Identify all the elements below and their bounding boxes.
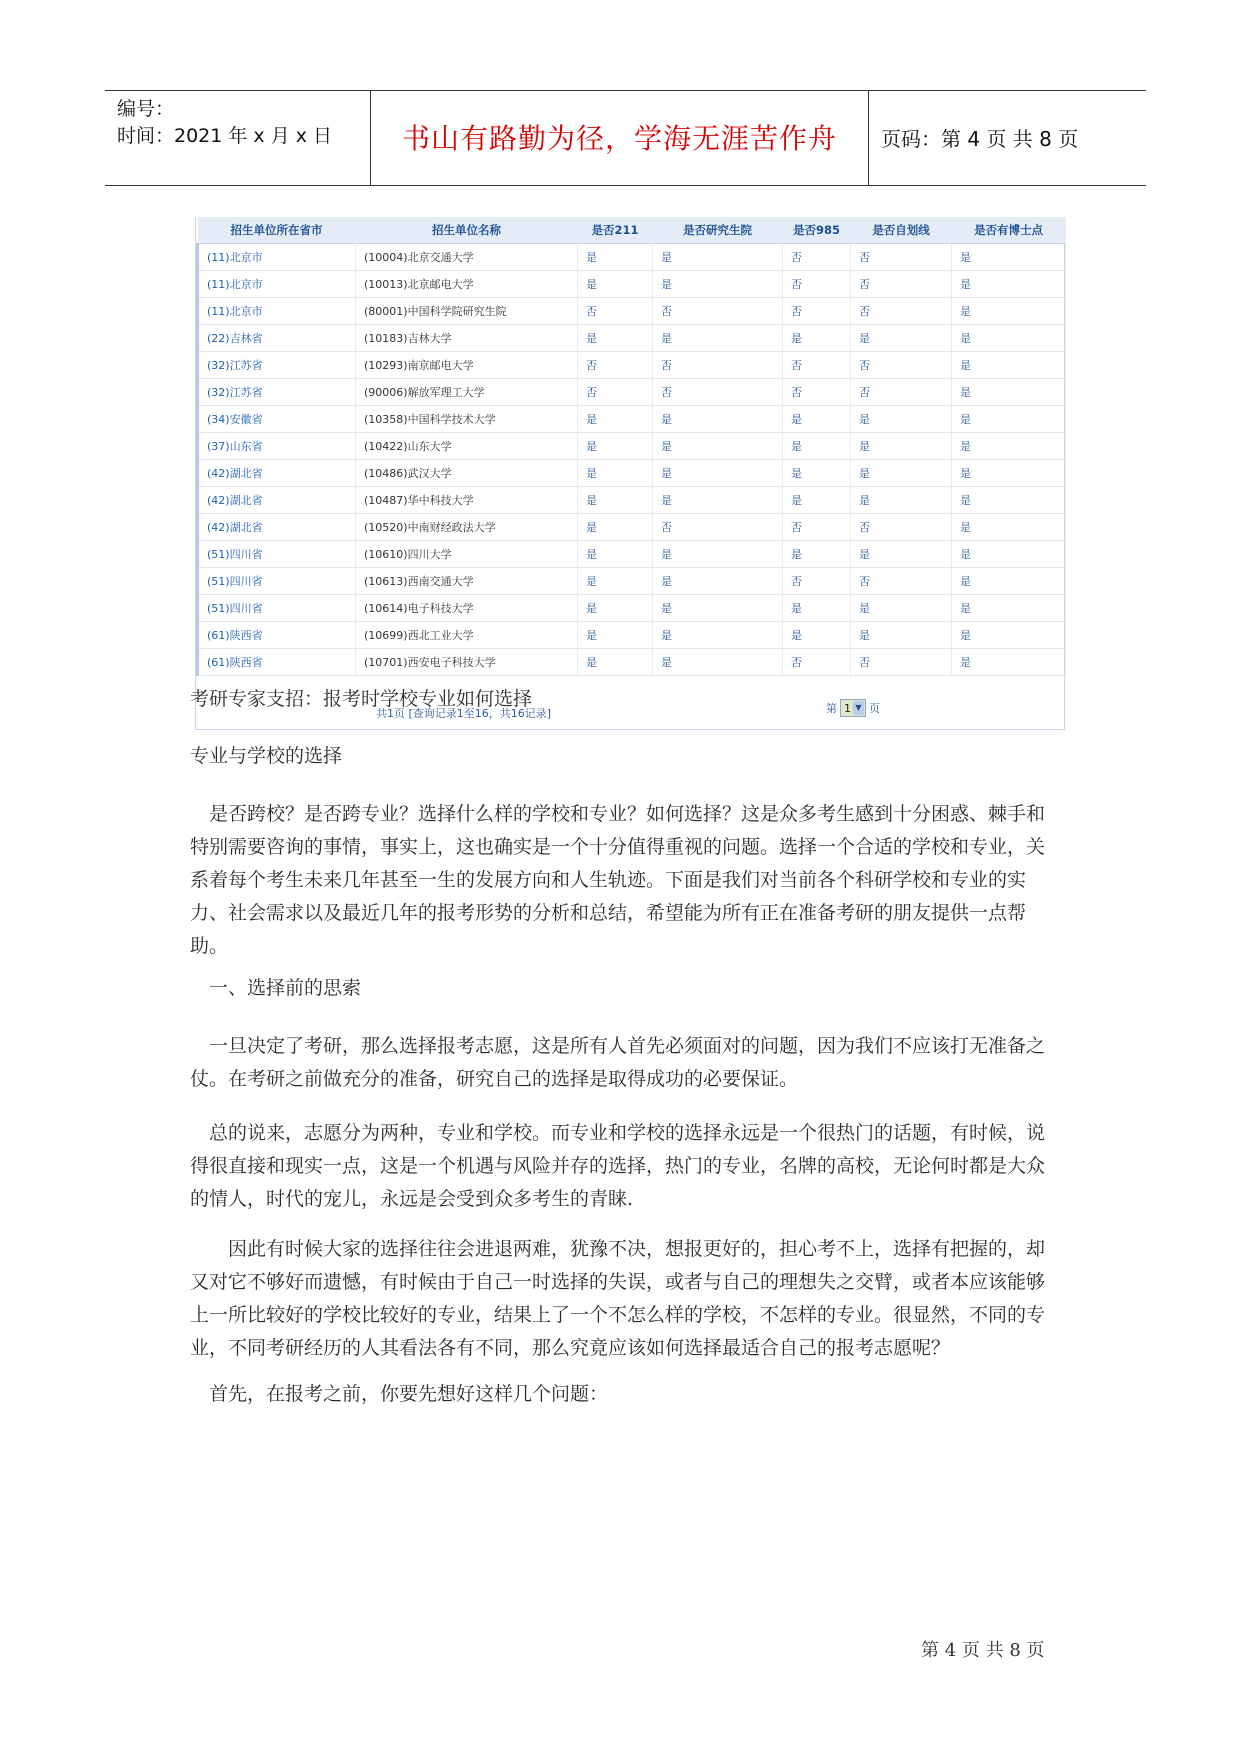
table-row bbox=[198, 649, 1066, 676]
flag-grad-school: 是 bbox=[653, 325, 783, 352]
province-link[interactable]: (51)四川省 bbox=[198, 541, 356, 568]
flag-self-line: 是 bbox=[851, 325, 952, 352]
pager-prefix: 第 bbox=[826, 702, 837, 715]
flag-self-line: 是 bbox=[851, 595, 952, 622]
col-header-name[interactable]: 招生单位名称 bbox=[356, 217, 578, 244]
flag-grad-school: 是 bbox=[653, 433, 783, 460]
province-link[interactable]: (61)陕西省 bbox=[198, 622, 356, 649]
paragraph-2: 一旦决定了考研，那么选择报考志愿，这是所有人首先必须面对的问题，因为我们不应该打无准备之仗。在考研之前做充分的准备，研究自己的选择是取得成功的必要保证。 bbox=[190, 1035, 1046, 1090]
flag-self-line: 是 bbox=[851, 541, 952, 568]
table-row bbox=[198, 379, 1066, 406]
flag-phd: 是 bbox=[952, 541, 1066, 568]
flag-211: 是 bbox=[578, 244, 653, 271]
school-name: (10701)西安电子科技大学 bbox=[356, 649, 578, 676]
table-header-row bbox=[198, 217, 1066, 244]
flag-985: 是 bbox=[783, 622, 851, 649]
flag-phd: 是 bbox=[952, 460, 1066, 487]
flag-grad-school: 是 bbox=[653, 487, 783, 514]
flag-985: 是 bbox=[783, 487, 851, 514]
school-name: (10183)吉林大学 bbox=[356, 325, 578, 352]
paragraph-3: 总的说来，志愿分为两种，专业和学校。而专业和学校的选择永远是一个很热门的话题，有时候，说得很直接和现实一点，这是一个机遇与风险并存的选择，热门的专业，名牌的高校，无论何时都是大众的情人，时代的宠儿，永远是会受到众多考生的青睐. bbox=[190, 1122, 1046, 1210]
time-label: 时间：2021 年 x 月 x 日 bbox=[117, 125, 333, 147]
school-table-screenshot bbox=[195, 217, 1065, 730]
table-row bbox=[198, 568, 1066, 595]
flag-self-line: 否 bbox=[851, 514, 952, 541]
pager-suffix: 页 bbox=[869, 702, 880, 715]
flag-self-line: 否 bbox=[851, 568, 952, 595]
table-body bbox=[198, 244, 1066, 676]
flag-211: 是 bbox=[578, 649, 653, 676]
table-row bbox=[198, 514, 1066, 541]
flag-211: 否 bbox=[578, 298, 653, 325]
flag-grad-school: 是 bbox=[653, 406, 783, 433]
school-name: (10486)武汉大学 bbox=[356, 460, 578, 487]
flag-self-line: 否 bbox=[851, 244, 952, 271]
table-row bbox=[198, 244, 1066, 271]
flag-985: 是 bbox=[783, 460, 851, 487]
flag-985: 是 bbox=[783, 541, 851, 568]
flag-phd: 是 bbox=[952, 325, 1066, 352]
table-row bbox=[198, 460, 1066, 487]
page-footer: 第 4 页 共 8 页 bbox=[921, 1640, 1045, 1661]
header-right-cell bbox=[867, 91, 1146, 185]
flag-985: 否 bbox=[783, 514, 851, 541]
flag-grad-school: 是 bbox=[653, 271, 783, 298]
flag-self-line: 否 bbox=[851, 379, 952, 406]
school-name: (10614)电子科技大学 bbox=[356, 595, 578, 622]
flag-self-line: 否 bbox=[851, 298, 952, 325]
flag-self-line: 否 bbox=[851, 352, 952, 379]
table-row bbox=[198, 406, 1066, 433]
school-name: (10487)华中科技大学 bbox=[356, 487, 578, 514]
flag-211: 是 bbox=[578, 622, 653, 649]
col-header-985[interactable]: 是否985 bbox=[783, 217, 851, 244]
flag-phd: 是 bbox=[952, 568, 1066, 595]
flag-phd: 是 bbox=[952, 379, 1066, 406]
province-link[interactable]: (32)江苏省 bbox=[198, 352, 356, 379]
school-name: (80001)中国科学院研究生院 bbox=[356, 298, 578, 325]
province-link[interactable]: (34)安徽省 bbox=[198, 406, 356, 433]
table-row bbox=[198, 541, 1066, 568]
flag-self-line: 是 bbox=[851, 460, 952, 487]
flag-phd: 是 bbox=[952, 433, 1066, 460]
flag-phd: 是 bbox=[952, 244, 1066, 271]
province-link[interactable]: (61)陕西省 bbox=[198, 649, 356, 676]
table-row bbox=[198, 622, 1066, 649]
flag-grad-school: 否 bbox=[653, 379, 783, 406]
table-row bbox=[198, 298, 1066, 325]
content-title-2: 专业与学校的选择 bbox=[190, 745, 343, 767]
paragraph-1: 是否跨校？是否跨专业？选择什么样的学校和专业？如何选择？这是众多考生感到十分困惑、棘手和特别需要咨询的事情，事实上，这也确实是一个十分值得重视的问题。选择一个合适的学校和专业，关系着每个考生未来几年甚至一生的发展方向和人生轨迹。下面是我们对当前各个科研学校和专业的实力、社会需求以及最近几年的报考形势的分析和总结，希望能为所有正在准备考研的朋友提供一点帮助。 bbox=[190, 803, 1046, 957]
flag-985: 否 bbox=[783, 568, 851, 595]
section-heading-1: 一、选择前的思索 bbox=[209, 977, 362, 999]
header-left-cell bbox=[105, 91, 370, 185]
flag-self-line: 是 bbox=[851, 406, 952, 433]
province-link[interactable]: (11)北京市 bbox=[198, 298, 356, 325]
flag-211: 是 bbox=[578, 271, 653, 298]
flag-phd: 是 bbox=[952, 514, 1066, 541]
flag-phd: 是 bbox=[952, 298, 1066, 325]
page-select-value: 1 bbox=[844, 701, 851, 715]
flag-phd: 是 bbox=[952, 406, 1066, 433]
flag-985: 否 bbox=[783, 649, 851, 676]
table-row bbox=[198, 352, 1066, 379]
flag-phd: 是 bbox=[952, 271, 1066, 298]
flag-phd: 是 bbox=[952, 649, 1066, 676]
flag-211: 是 bbox=[578, 406, 653, 433]
col-header-grad-school[interactable]: 是否研究生院 bbox=[653, 217, 783, 244]
flag-self-line: 否 bbox=[851, 271, 952, 298]
flag-985: 否 bbox=[783, 379, 851, 406]
flag-phd: 是 bbox=[952, 352, 1066, 379]
province-link[interactable]: (11)北京市 bbox=[198, 244, 356, 271]
school-name: (10293)南京邮电大学 bbox=[356, 352, 578, 379]
flag-211: 是 bbox=[578, 514, 653, 541]
col-header-province[interactable]: 招生单位所在省市 bbox=[198, 217, 356, 244]
pager-summary: 共1页 [查询记录1至16，共16记录] bbox=[376, 707, 552, 720]
flag-985: 是 bbox=[783, 595, 851, 622]
col-header-phd[interactable]: 是否有博士点 bbox=[952, 217, 1066, 244]
header-motto-cell bbox=[370, 91, 869, 185]
province-link[interactable]: (51)四川省 bbox=[198, 568, 356, 595]
table-row bbox=[198, 325, 1066, 352]
flag-grad-school: 是 bbox=[653, 649, 783, 676]
school-name: (10358)中国科学技术大学 bbox=[356, 406, 578, 433]
table-row bbox=[198, 433, 1066, 460]
province-link[interactable]: (22)吉林省 bbox=[198, 325, 356, 352]
school-name: (10699)西北工业大学 bbox=[356, 622, 578, 649]
table-row bbox=[198, 271, 1066, 298]
province-link[interactable]: (42)湖北省 bbox=[198, 460, 356, 487]
school-table bbox=[196, 217, 1066, 676]
school-name: (10610)四川大学 bbox=[356, 541, 578, 568]
flag-self-line: 是 bbox=[851, 433, 952, 460]
flag-211: 是 bbox=[578, 541, 653, 568]
header-page-code: 页码：第 4 页 共 8 页 bbox=[881, 127, 1079, 151]
flag-grad-school: 否 bbox=[653, 298, 783, 325]
flag-self-line: 是 bbox=[851, 622, 952, 649]
flag-985: 否 bbox=[783, 271, 851, 298]
province-link[interactable]: (37)山东省 bbox=[198, 433, 356, 460]
flag-grad-school: 是 bbox=[653, 568, 783, 595]
flag-211: 是 bbox=[578, 460, 653, 487]
flag-985: 否 bbox=[783, 352, 851, 379]
province-link[interactable]: (42)湖北省 bbox=[198, 487, 356, 514]
table-row bbox=[198, 595, 1066, 622]
school-name: (90006)解放军理工大学 bbox=[356, 379, 578, 406]
flag-211: 是 bbox=[578, 568, 653, 595]
flag-985: 是 bbox=[783, 433, 851, 460]
flag-grad-school: 否 bbox=[653, 514, 783, 541]
flag-phd: 是 bbox=[952, 595, 1066, 622]
flag-211: 是 bbox=[578, 325, 653, 352]
flag-self-line: 是 bbox=[851, 487, 952, 514]
doc-number-label: 编号： bbox=[117, 98, 175, 120]
flag-211: 否 bbox=[578, 352, 653, 379]
province-link[interactable]: (32)江苏省 bbox=[198, 379, 356, 406]
col-header-211[interactable]: 是否211 bbox=[578, 217, 653, 244]
flag-phd: 是 bbox=[952, 487, 1066, 514]
school-name: (10422)山东大学 bbox=[356, 433, 578, 460]
flag-211: 是 bbox=[578, 595, 653, 622]
flag-grad-school: 是 bbox=[653, 622, 783, 649]
school-name: (10520)中南财经政法大学 bbox=[356, 514, 578, 541]
paragraph-5: 首先，在报考之前，你要先想好这样几个问题： bbox=[209, 1383, 609, 1405]
chevron-down-icon[interactable]: ▼ bbox=[853, 701, 864, 715]
flag-grad-school: 是 bbox=[653, 541, 783, 568]
school-name: (10613)西南交通大学 bbox=[356, 568, 578, 595]
school-name: (10013)北京邮电大学 bbox=[356, 271, 578, 298]
flag-self-line: 否 bbox=[851, 649, 952, 676]
flag-211: 是 bbox=[578, 433, 653, 460]
province-link[interactable]: (42)湖北省 bbox=[198, 514, 356, 541]
school-name: (10004)北京交通大学 bbox=[356, 244, 578, 271]
flag-211: 是 bbox=[578, 487, 653, 514]
paragraph-4: 因此有时候大家的选择往往会进退两难，犹豫不决，想报更好的，担心考不上，选择有把握的，却又对它不够好而遗憾，有时候由于自己一时选择的失误，或者与自己的理想失之交臂，或者本应该能够上一所比较好的学校比较好的专业，结果上了一个不怎么样的学校，不怎样的专业。很显然，不同的专业，不同考研经历的人其看法各有不同，那么究竟应该如何选择最适合自己的报考志愿呢？ bbox=[190, 1238, 1046, 1359]
content-title-1: 考研专家支招：报考时学校专业如何选择 bbox=[190, 688, 533, 710]
flag-985: 是 bbox=[783, 406, 851, 433]
flag-grad-school: 否 bbox=[653, 352, 783, 379]
flag-985: 否 bbox=[783, 298, 851, 325]
col-header-self-line[interactable]: 是否自划线 bbox=[851, 217, 952, 244]
header-motto: 书山有路勤为径，学海无涯苦作舟 bbox=[401, 122, 837, 155]
province-link[interactable]: (11)北京市 bbox=[198, 271, 356, 298]
flag-985: 是 bbox=[783, 325, 851, 352]
flag-211: 否 bbox=[578, 379, 653, 406]
table-row bbox=[198, 487, 1066, 514]
flag-grad-school: 是 bbox=[653, 595, 783, 622]
province-link[interactable]: (51)四川省 bbox=[198, 595, 356, 622]
flag-grad-school: 是 bbox=[653, 460, 783, 487]
page-header bbox=[105, 90, 1146, 186]
flag-985: 否 bbox=[783, 244, 851, 271]
flag-grad-school: 是 bbox=[653, 244, 783, 271]
flag-phd: 是 bbox=[952, 622, 1066, 649]
